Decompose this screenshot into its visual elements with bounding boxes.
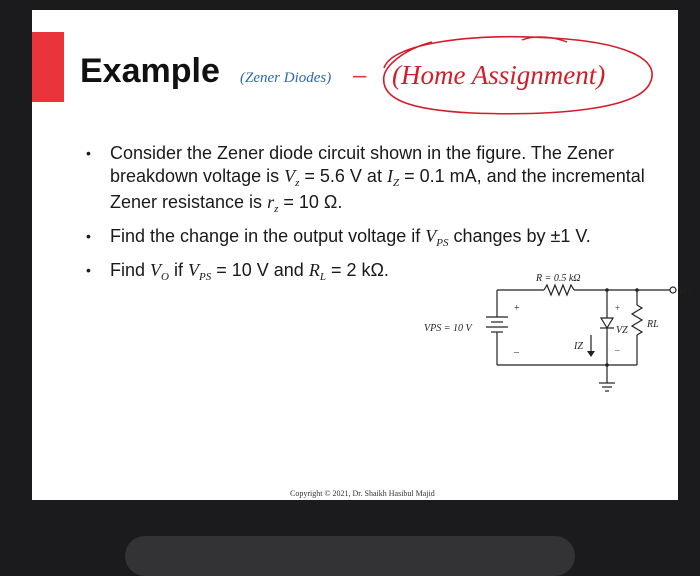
title-dash: – — [353, 62, 367, 89]
copyright-text: Copyright © 2021, Dr. Shaikh Hasibul Majid — [290, 489, 435, 498]
svg-text:–: – — [514, 347, 519, 358]
resistor-label: R = 0.5 kΩ — [536, 273, 581, 284]
svg-text:–: – — [615, 345, 620, 355]
accent-bar — [32, 32, 64, 102]
bullet-text-3: Find $V_O$ if $V_{PS} = 10$ V and $R_L = 2$ kΩ. — [110, 260, 389, 283]
svg-text:+: + — [615, 303, 621, 313]
output-label: VO — [678, 286, 692, 297]
zener-voltage-label: VZ — [616, 325, 628, 336]
svg-text:+: + — [514, 303, 520, 314]
zener-current-label: IZ — [574, 341, 583, 352]
bullet-text-2: Find the change in the output voltage if $V_{PS}$ changes by ±1 V. — [110, 226, 591, 249]
bullet-item — [82, 142, 662, 217]
slide-title: Example — [80, 52, 220, 90]
bottom-overlay — [125, 536, 575, 576]
load-label: RL — [647, 319, 659, 330]
source-label: VPS = 10 V — [424, 323, 472, 334]
home-assignment-annotation: (Home Assignment) — [392, 60, 606, 90]
zener-circuit-diagram — [412, 265, 700, 405]
slide — [32, 10, 692, 500]
bullet-item — [82, 225, 662, 251]
bullet-text-1: Consider the Zener diode circuit shown in the figure. The Zener breakdown voltage is $V_z = 5.6$ V at $I_Z = 0.1$ mA, and the incremental Zener resistance is $r_z = 10$ Ω. — [110, 143, 645, 215]
slide-subtitle: (Zener Diodes) — [240, 70, 332, 86]
